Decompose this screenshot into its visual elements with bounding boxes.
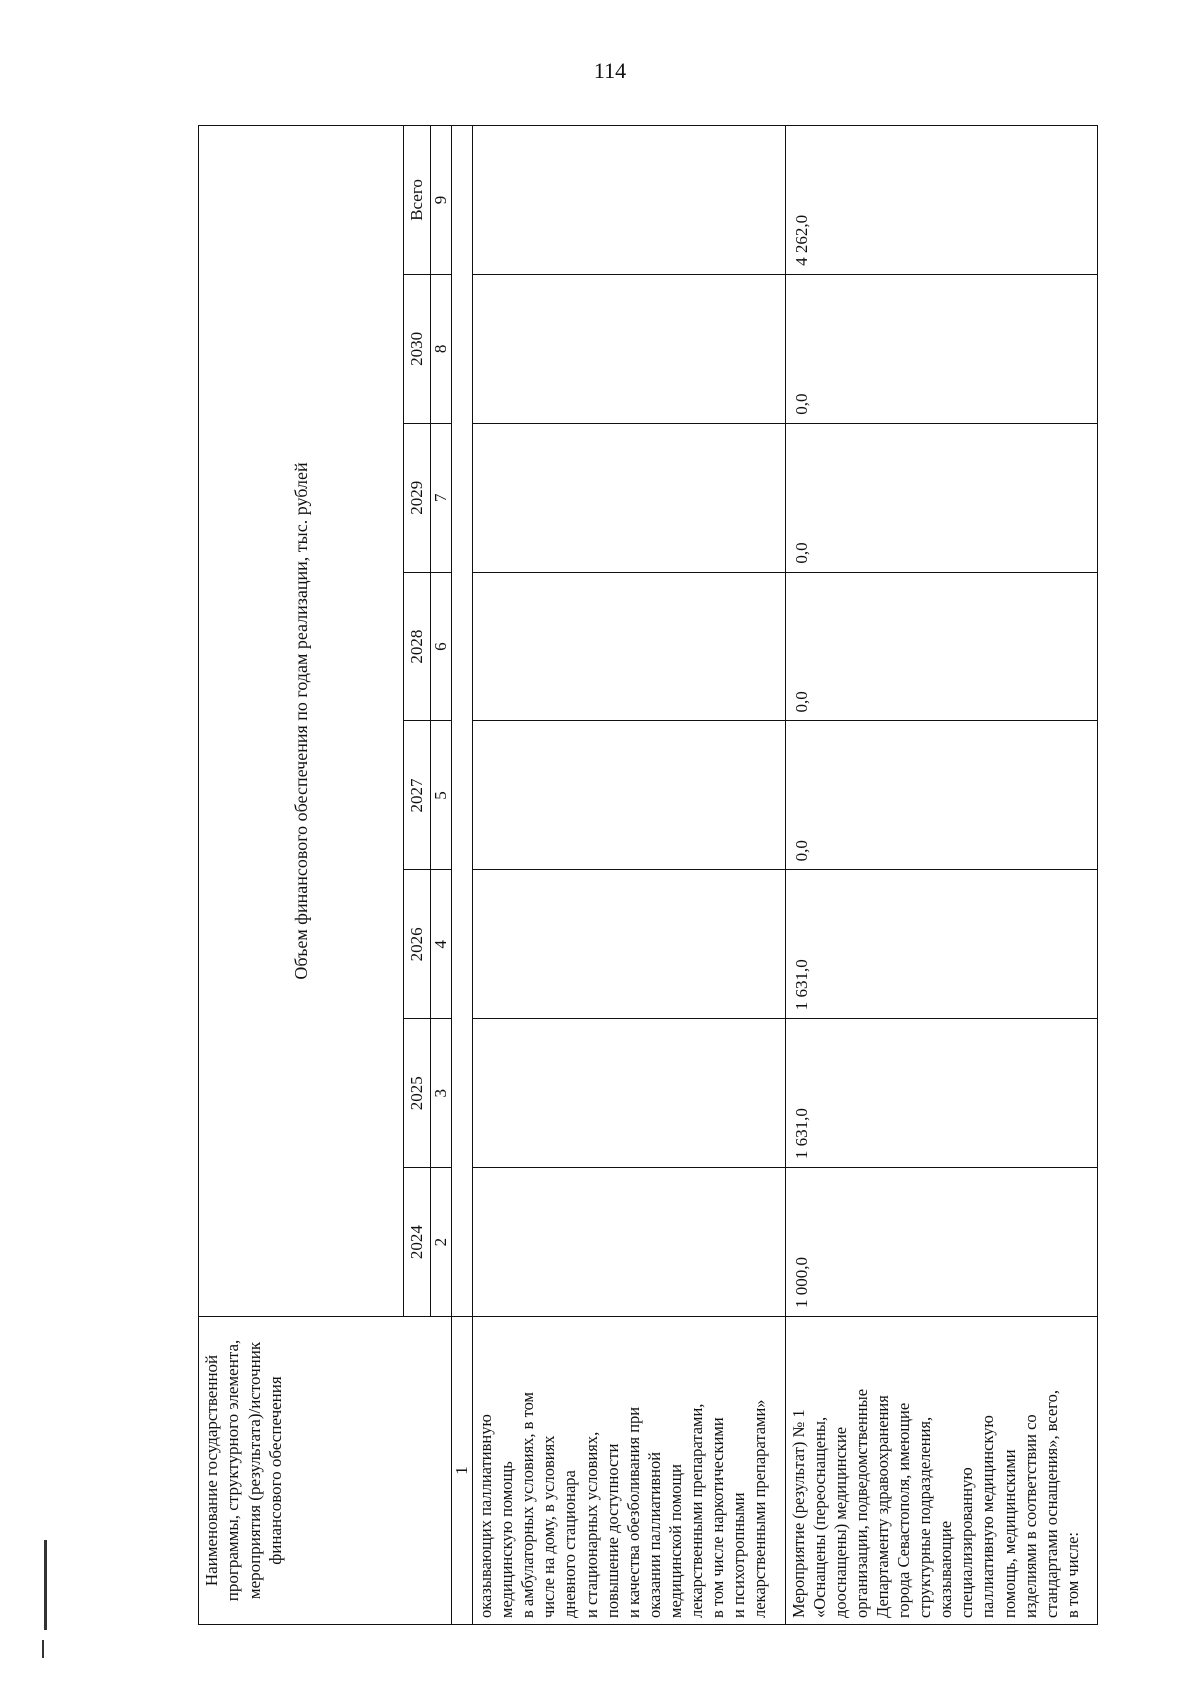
year-header: 2024 xyxy=(404,1168,431,1317)
margin-mark xyxy=(44,1540,47,1630)
row-name: Мероприятие (результат) № 1 «Оснащены (переоснащены, дооснащены) медицинские организации, подведомственные Департаменту здравоохранения города Севастополя, имеющие структурные подразделения, оказывающие специализированную паллиативную медицинскую помощь, медицинскими изделиями в соответствии со стандартами оснащения», всего, в том числе: xyxy=(785,1317,1098,1625)
column-number: 1 xyxy=(452,1317,473,1625)
rotated-table-container xyxy=(198,125,1098,1625)
table-row xyxy=(473,126,786,1625)
value-cell xyxy=(473,721,786,870)
year-header: 2026 xyxy=(404,870,431,1019)
margin-mark xyxy=(42,1640,44,1658)
column-number: 6 xyxy=(431,572,452,721)
column-number-one-row xyxy=(452,126,473,1625)
value-cell xyxy=(473,1168,786,1317)
column-number: 7 xyxy=(431,423,452,572)
total-cell xyxy=(473,126,786,275)
value-cell: 1 631,0 xyxy=(785,1019,1098,1168)
column-number: 9 xyxy=(431,126,452,275)
year-header: 2028 xyxy=(404,572,431,721)
financing-table xyxy=(198,125,1098,1625)
column-number: 5 xyxy=(431,721,452,870)
year-header: 2029 xyxy=(404,423,431,572)
row-name: оказывающих паллиативную медицинскую помощь в амбулаторных условиях, в том числе на дому, в условиях дневного стационара и стационарных условиях, повышение доступности и качества обезболивания при оказании паллиативной медицинской помощи лекарственными препаратами, в том числе наркотическими и психотропными лекарственными препаратами» xyxy=(473,1317,786,1625)
value-cell: 1 000,0 xyxy=(785,1168,1098,1317)
page-number: 114 xyxy=(593,58,627,83)
column-number: 4 xyxy=(431,870,452,1019)
value-cell xyxy=(473,572,786,721)
value-cell xyxy=(473,870,786,1019)
column-number: 2 xyxy=(431,1168,452,1317)
table-row xyxy=(785,126,1098,1625)
value-cell: 0,0 xyxy=(785,572,1098,721)
value-cell xyxy=(473,1019,786,1168)
value-cell: 0,0 xyxy=(785,274,1098,423)
column-number: 8 xyxy=(431,274,452,423)
value-cell xyxy=(473,274,786,423)
header-spacer xyxy=(452,126,473,1317)
year-header: 2025 xyxy=(404,1019,431,1168)
value-cell: 0,0 xyxy=(785,423,1098,572)
value-cell: 0,0 xyxy=(785,721,1098,870)
total-cell: 4 262,0 xyxy=(785,126,1098,275)
year-header: 2027 xyxy=(404,721,431,870)
name-column-header: Наименование государственной программы, структурного элемента, мероприятия (результата)/источник финансового обеспечения xyxy=(199,1317,452,1625)
financing-volume-header: Объем финансового обеспечения по годам реализации, тыс. рублей xyxy=(199,126,404,1317)
table-header-row xyxy=(199,126,404,1625)
total-header: Всего xyxy=(404,126,431,275)
column-number: 3 xyxy=(431,1019,452,1168)
year-header: 2030 xyxy=(404,274,431,423)
value-cell: 1 631,0 xyxy=(785,870,1098,1019)
value-cell xyxy=(473,423,786,572)
